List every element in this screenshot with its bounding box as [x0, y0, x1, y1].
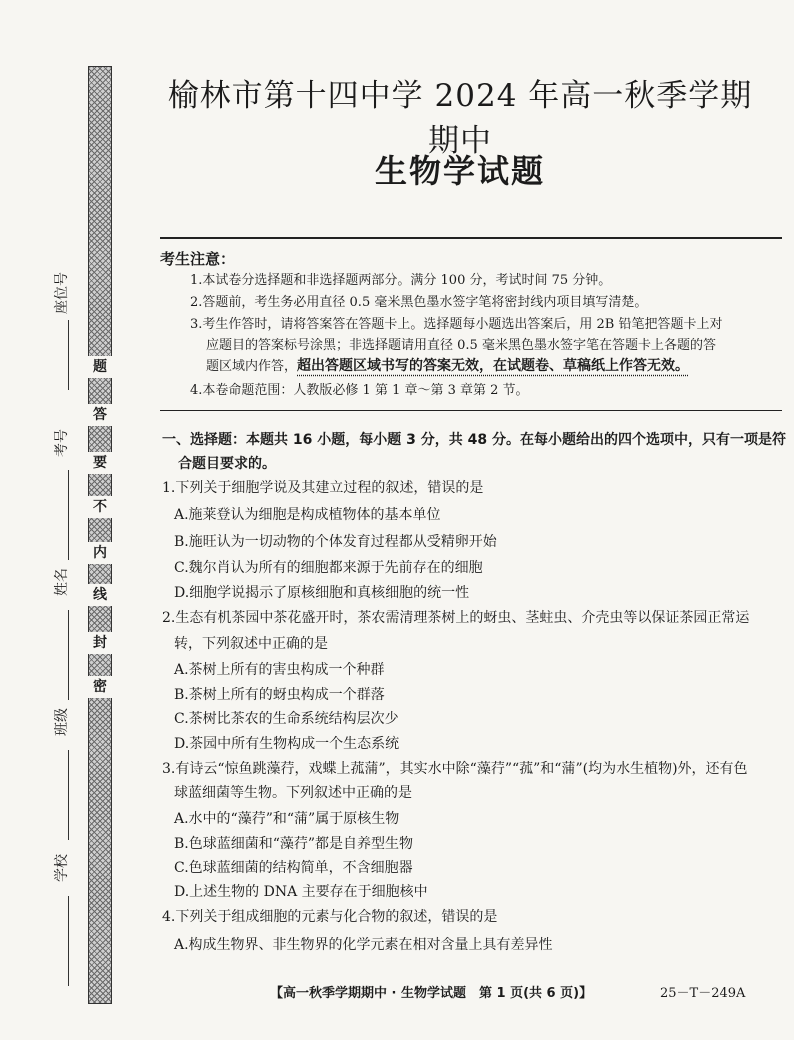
question-2-option-d: D.茶园中所有生物构成一个生态系统: [174, 736, 400, 752]
name-label: 姓名: [54, 568, 70, 596]
question-4-stem: 4.下列关于组成细胞的元素与化合物的叙述，错误的是: [162, 909, 498, 925]
class-line[interactable]: [68, 750, 69, 840]
question-1-option-d: D.细胞学说揭示了原核细胞和真核细胞的统一性: [174, 585, 470, 601]
page-footer: 【高一秋季学期期中 · 生物学试题 第 1 页(共 6 页)】: [270, 986, 593, 1001]
question-3-option-a: A.水中的“藻荇”和“蒲”属于原核生物: [174, 811, 400, 827]
section-heading-line: 一、选择题：本题共 16 小题，每小题 3 分，共 48 分。在每小题给出的四个选项中，只有一项是符: [162, 432, 786, 448]
question-1-stem: 1.下列关于细胞学说及其建立过程的叙述，错误的是: [162, 480, 484, 496]
notice-item: 1.本试卷分选择题和非选择题两部分。满分 100 分，考试时间 75 分钟。: [190, 273, 612, 288]
divider: [160, 237, 782, 239]
question-2-stem-cont: 转，下列叙述中正确的是: [174, 636, 328, 652]
notice-item: 3.考生作答时，请将答案答在答题卡上。选择题每小题选出答案后，用 2B 铅笔把答题卡上对: [190, 317, 723, 332]
seal-char: 线: [88, 584, 112, 606]
question-2-option-b: B.茶树上所有的蚜虫构成一个群落: [174, 687, 385, 703]
question-3-option-b: B.色球蓝细菌和“藻荇”都是自养型生物: [174, 836, 414, 852]
seal-char: 内: [88, 542, 112, 564]
seat-number-label: 座位号: [54, 272, 70, 314]
notice-title: 考生注意：: [160, 250, 236, 268]
question-3-option-c: C.色球蓝细菌的结构简单，不含细胞器: [174, 860, 413, 876]
question-2-option-a: A.茶树上所有的害虫构成一个种群: [174, 662, 385, 678]
question-2-option-c: C.茶树比茶农的生命系统结构层次少: [174, 711, 399, 727]
question-3-option-d: D.上述生物的 DNA 主要存在于细胞核中: [174, 884, 428, 900]
section-heading: [162, 428, 787, 476]
notice-item-emphasis: [206, 356, 786, 377]
seal-char: 封: [88, 632, 112, 654]
exam-number-label: 考号: [54, 429, 70, 457]
notice-item-warning: 超出答题区域书写的答案无效，在试题卷、草稿纸上作答无效。: [297, 358, 690, 374]
seal-char: 密: [88, 676, 112, 698]
question-1-option-b: B.施旺认为一切动物的个体发育过程都从受精卵开始: [174, 534, 497, 550]
notice-item: 应题目的答案标号涂黑；非选择题请用直径 0.5 毫米黑色墨水签字笔在答题卡上各题的答: [206, 338, 716, 353]
binding-strip: [88, 66, 112, 1004]
paper-code: 25－T－249A: [660, 986, 746, 1001]
exam-title: 榆林市第十四中学 2024 年高一秋季学期期中: [167, 78, 753, 159]
name-line[interactable]: [68, 610, 69, 700]
seal-char: 答: [88, 404, 112, 426]
seal-char: 要: [88, 452, 112, 474]
class-label: 班级: [54, 708, 70, 736]
question-1-option-c: C.魏尔肖认为所有的细胞都来源于先前存在的细胞: [174, 560, 483, 576]
question-3-stem: 3.有诗云“惊鱼跳藻荇，戏蝶上菰蒲”，其实水中除“藻荇”“菰”和“蒲”(均为水生植物)外，还有色: [162, 761, 748, 777]
school-line[interactable]: [68, 896, 69, 986]
question-2-stem: 2.生态有机茶园中茶花盛开时，茶农需清理茶树上的蚜虫、茎蛀虫、介壳虫等以保证茶园正常运: [162, 610, 750, 626]
question-4-option-a: A.构成生物界、非生物界的化学元素在相对含量上具有差异性: [174, 937, 553, 953]
question-3-stem-cont: 球蓝细菌等生物。下列叙述中正确的是: [174, 785, 412, 801]
notice-item: 2.答题前，考生务必用直径 0.5 毫米黑色墨水签字笔将密封线内项目填写清楚。: [190, 295, 648, 310]
question-1-option-a: A.施莱登认为细胞是构成植物体的基本单位: [174, 507, 441, 523]
exam-subtitle: 生物学试题: [374, 152, 545, 190]
seal-char: 不: [88, 496, 112, 518]
school-label: 学校: [54, 854, 70, 882]
notice-item: 4.本卷命题范围：人教版必修 1 第 1 章～第 3 章第 2 节。: [190, 383, 529, 398]
exam-number-line[interactable]: [68, 470, 69, 560]
seat-number-line[interactable]: [68, 320, 69, 390]
divider: [160, 410, 782, 411]
section-heading-line: 合题目要求的。: [178, 456, 276, 472]
seal-char: 题: [88, 356, 112, 378]
notice-item-prefix: 题区域内作答，: [206, 359, 298, 374]
